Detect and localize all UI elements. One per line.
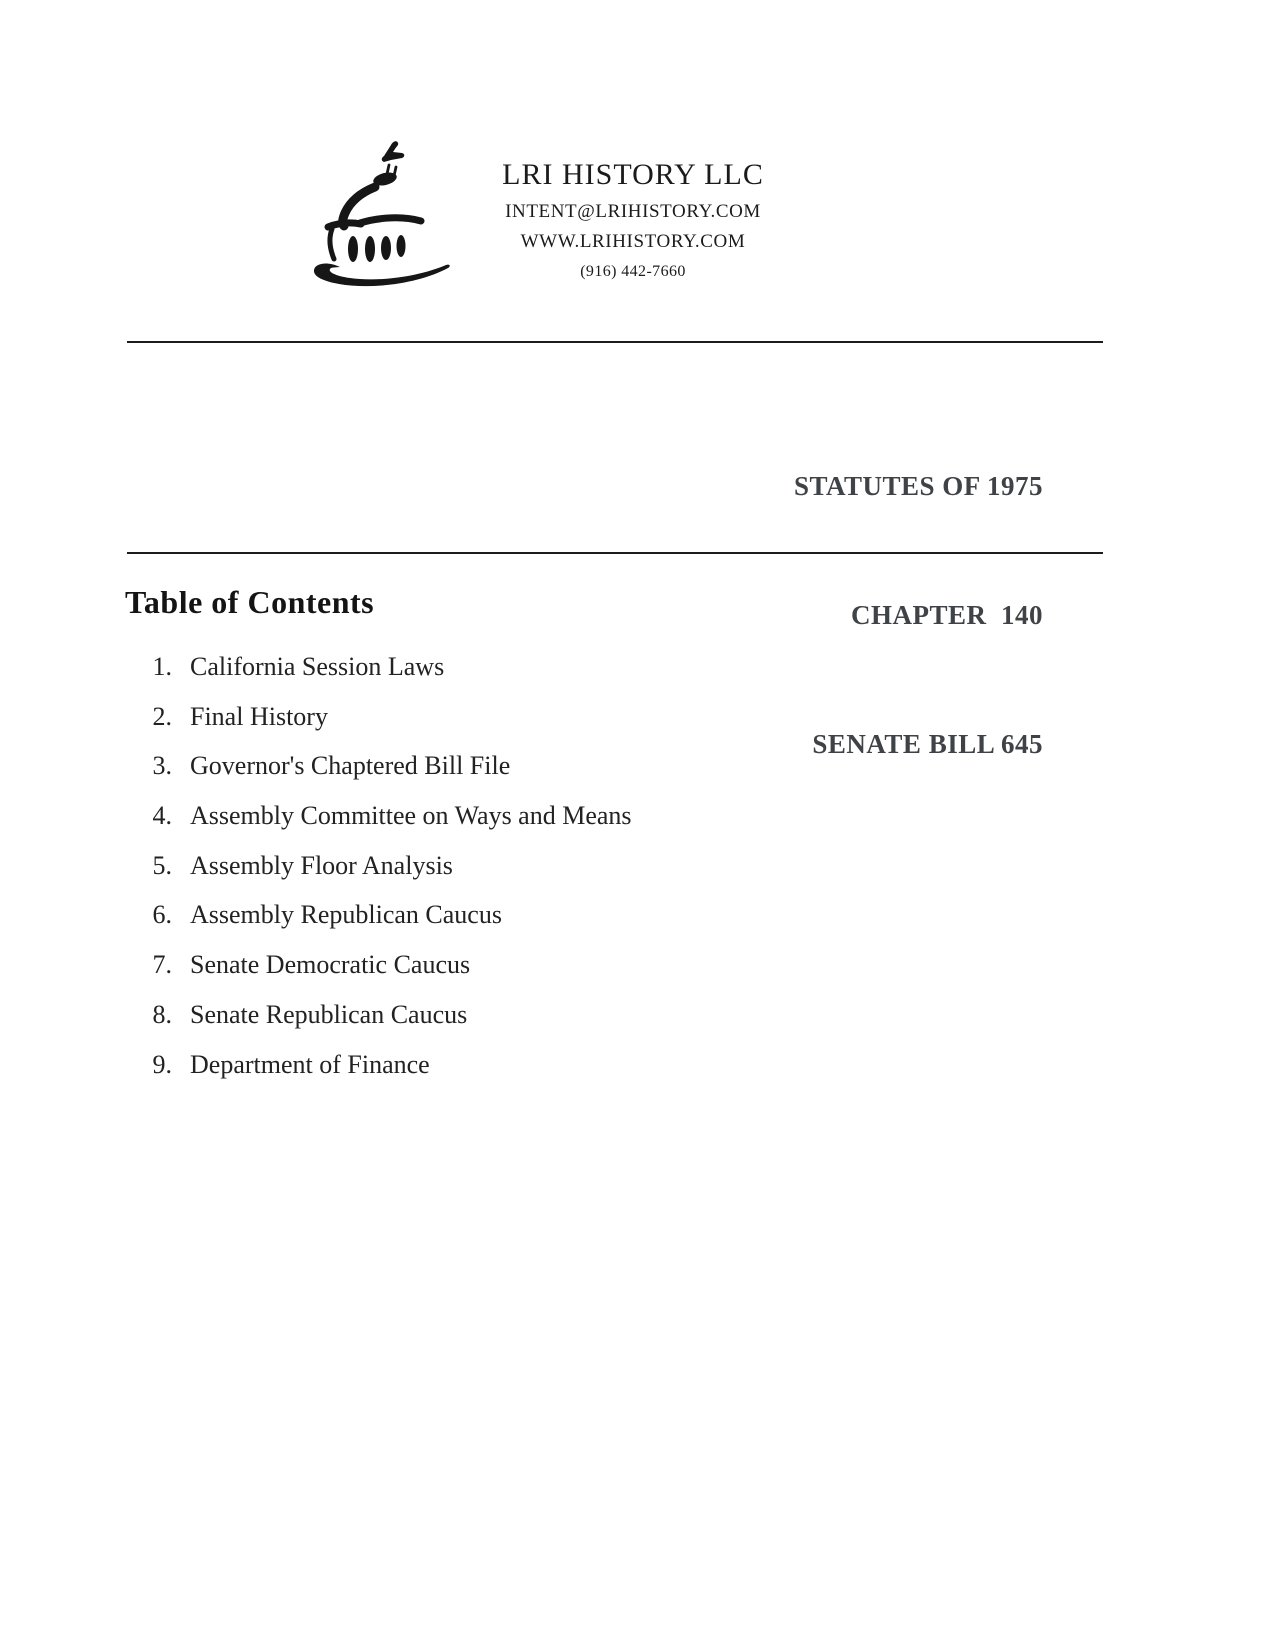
toc-item-label: Governor's Chaptered Bill File [190,751,511,781]
toc-item [146,899,632,949]
toc-list [146,651,632,1098]
email-address: INTENT@LRIHISTORY.COM [505,201,761,222]
toc-item [146,701,632,751]
toc-item [146,999,632,1049]
logo-window-dots [348,235,406,262]
toc-item-number: 4. [152,801,172,831]
toc-item [146,800,632,850]
toc-item-number: 1. [152,652,172,681]
toc-item-number: 7. [152,950,172,980]
toc-item-label: Assembly Floor Analysis [190,850,453,880]
toc-item-label: California Session Laws [190,652,445,681]
letterhead-text [458,158,808,283]
toc-item [146,850,632,900]
toc-item-number: 8. [152,999,172,1029]
toc-item [146,750,632,800]
toc-item [146,949,632,999]
toc-item-number: 3. [152,751,172,781]
company-name: LRI HISTORY LLC [502,158,764,191]
horizontal-rule-top [127,341,1103,343]
logo-drum-stroke [360,218,421,223]
logo-flag [382,141,405,162]
toc-item [146,1049,632,1099]
website-url: WWW.LRIHISTORY.COM [520,231,746,252]
toc-item-label: Assembly Republican Caucus [190,900,502,930]
toc-item-label: Senate Republican Caucus [190,999,468,1029]
statutes-of-line: STATUTES OF 1975 [793,471,1043,501]
senate-bill-line: SENATE BILL 645 [812,729,1043,759]
statute-reference-block [794,379,1043,852]
toc-item-label: Final History [190,701,328,731]
capitol-dome-logo-icon [308,136,453,296]
phone-number: (916) 442-7660 [580,263,686,280]
toc-item-label: Department of Finance [190,1049,430,1079]
toc-title: Table of Contents [125,584,375,620]
toc-item-number: 5. [152,850,172,880]
toc-item-number: 6. [152,900,172,930]
logo-left-wall-stroke [330,229,334,259]
toc-item [146,651,632,701]
toc-item-label: Assembly Committee on Ways and Means [190,801,632,831]
logo-base-swoosh [314,263,450,286]
chapter-line: CHAPTER 140 [850,600,1043,630]
toc-item-label: Senate Democratic Caucus [190,950,471,980]
toc-item-number: 9. [152,1049,172,1079]
toc-item-number: 2. [152,701,172,731]
logo-cornice-stroke [328,223,361,227]
